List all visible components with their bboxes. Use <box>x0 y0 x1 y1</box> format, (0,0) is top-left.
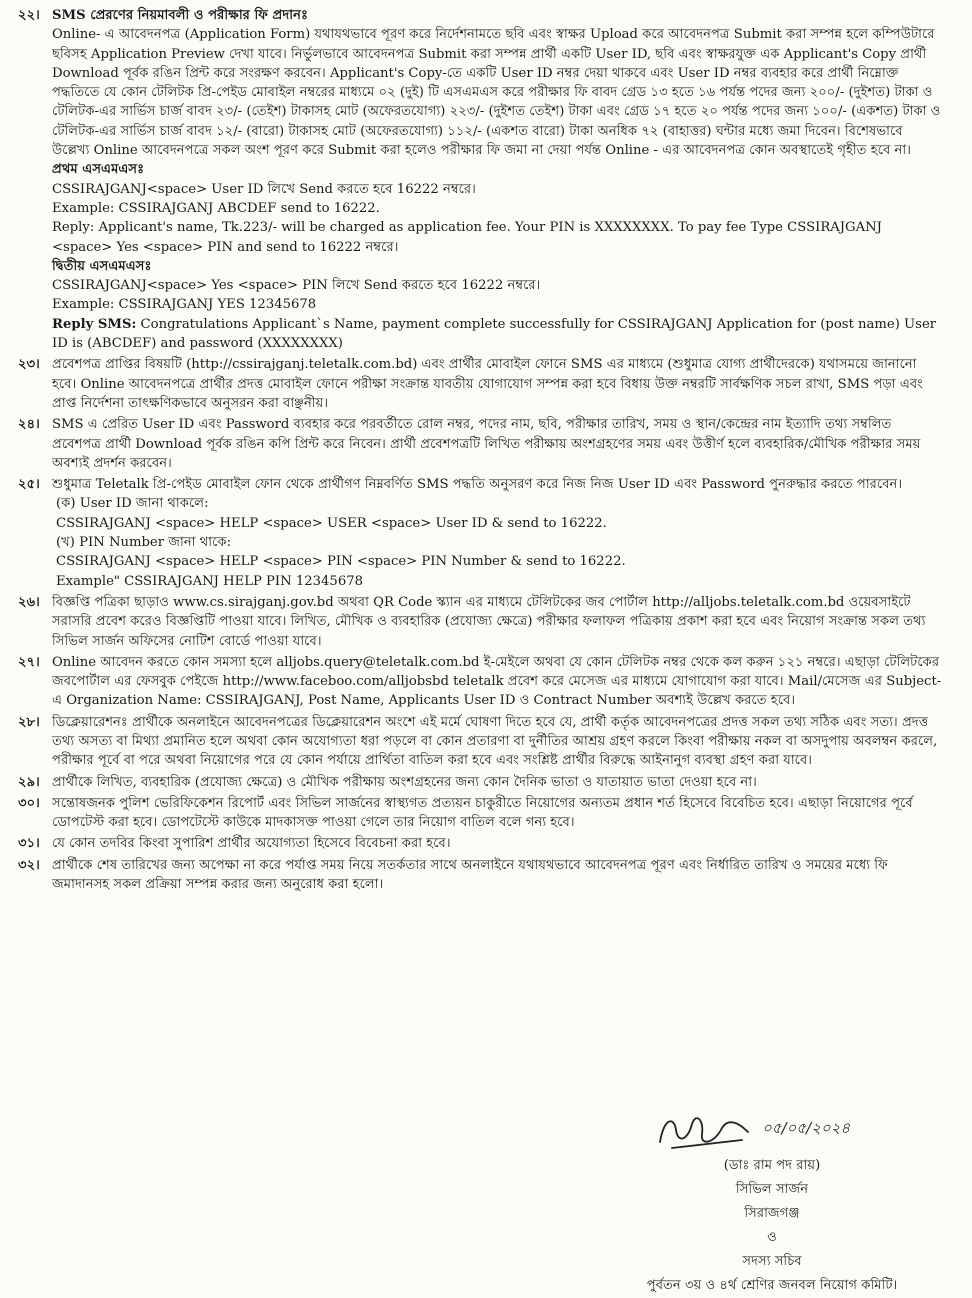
clause-title: SMS প্রেরণের নিয়মাবলী ও পরীক্ষার ফি প্রদানঃ <box>52 8 309 23</box>
first-sms-reply: Reply: Applicant's name, Tk.223/- will be charged as application fee. Your PIN is XXXXXXXX. To pay fee Type CSSIRAJGANJ <space> Yes <space> PIN and send to 16222 নম্বরে। <box>52 220 882 255</box>
clause-number: ২৬। <box>18 594 40 610</box>
clause-26 <box>18 593 942 651</box>
signature-block <box>612 1110 932 1298</box>
reply-sms-label: Reply SMS: <box>52 316 137 332</box>
clause-paragraph: সন্তোষজনক পুলিশ ভেরিফিকেশন রিপোর্ট এবং সিভিল সার্জনের স্বাস্থ্যগত প্রত্যয়ন চাকুরীতে নিয়োগের অন্যতম প্রধান শর্ত হিসেবে বিবেচিত হবে। এছাড়া নিয়োগের পূর্বে ডোপটেস্ট করা হবে। ডোপটেস্টে কাউকে মাদকাসক্ত পাওয়া গেলে তার নিয়োগ বাতিল বলে গন্য হবে। <box>52 795 913 831</box>
clause-paragraph: প্রার্থীকে শেষ তারিখের জন্য অপেক্ষা না করে পর্যাপ্ত সময় নিয়ে সতর্কতার সাথে অনলাইনে যথাযথভাবে আবেদনপত্র পূরণ এবং নির্ধারিত তারিখ ও সময়ের মধ্যে ফি জমাদানসহ সকল প্রক্রিয়া সম্পন্ন করার জন্য অনুরোধ করা হলো। <box>52 857 888 893</box>
pin-help-line: CSSIRAJGANJ <space> HELP <space> PIN <space> PIN Number & send to 16222. <box>56 554 626 570</box>
reply-sms <box>52 315 942 354</box>
help-example: Example" CSSIRAJGANJ HELP PIN 12345678 <box>56 573 363 589</box>
clause-24 <box>18 415 942 473</box>
clause-30 <box>18 794 942 833</box>
clause-number: ২৯। <box>18 774 40 790</box>
second-sms-line: CSSIRAJGANJ<space> Yes <space> PIN লিখে Send করতে হবে 16222 নম্বরে। <box>52 278 541 294</box>
signature-date: ০৫/০৫/২০২৪ <box>762 1119 851 1137</box>
signatory-name: (ডাঃ রাম পদ রায়) <box>723 1158 821 1173</box>
pin-known-label: (খ) PIN Number জানা থাকে: <box>56 535 232 551</box>
clause-number: ২৮। <box>18 714 40 730</box>
signatory-designation: সিভিল সার্জন <box>735 1182 809 1197</box>
clause-paragraph: প্রার্থীকে লিখিত, ব্যবহারিক (প্রযোজ্য ক্ষেত্রে) ও মৌখিক পরীক্ষায় অংশগ্রহনের জন্য কোন দৈনিক ভাতা ও যাতায়াত ভাতা দেওয়া হবে না। <box>52 774 757 790</box>
second-sms-heading: দ্বিতীয় এসএমএসঃ <box>52 258 152 274</box>
clause-28 <box>18 713 942 771</box>
handwritten-signature <box>612 1110 932 1154</box>
reply-sms-text: Congratulations Applicant`s Name, payment complete successfully for CSSIRAJGANJ Application for (post name) User ID is (ABCDEF) and password (XXXXXXXX) <box>52 316 937 352</box>
clause-paragraph: ডিক্লেয়ারেশনঃ প্রার্থীকে অনলাইনে আবেদনপত্রের ডিক্লেয়ারেশন অংশে এই মর্মে ঘোষণা দিতে হবে যে, প্রার্থী কর্তৃক আবেদনপত্রের প্রদত্ত সকল তথ্য সঠিক এবং সত্য। প্রদত্ত তথ্য অসত্য বা মিথ্যা প্রমানিত হলে অথবা কোন অযোগ্যতা ধরা পড়লে বা কোন প্রতারণা বা দুর্নীতির আশ্রয় গ্রহণ করলে কিংবা পরীক্ষায় নকল বা অসদুপায় অবলম্বন করলে, পরীক্ষার পূর্বে বা পরে অথবা নিয়োগের পরে যে কোন পর্যায়ে প্রার্থিতা বাতিল করা হবে এবং সংশ্লিষ্ট প্রার্থীর বিরুদ্ধে আইনানুগ ব্যবস্থা গ্রহণ করা যাবে। <box>52 714 938 769</box>
clause-number: ২৭। <box>18 654 40 670</box>
clause-number: ২৩। <box>18 357 40 373</box>
clause-number: ৩১। <box>18 836 40 852</box>
signatory-conjunction: ও <box>767 1230 777 1245</box>
clause-paragraph: SMS এ প্রেরিত User ID এবং Password ব্যবহার করে পরবর্তীতে রোল নম্বর, পদের নাম, ছবি, পরীক্ষার তারিখ, সময় ও স্থান/কেন্দ্রের নাম ইত্যাদি তথ্য সম্বলিত প্রবেশপত্র প্রার্থী Download পূর্বক রঙিন কপি প্রিন্ট করে নিবেন। প্রার্থী প্রবেশপত্রটি লিখিত পরীক্ষায় অংশগ্রহণের সময় এবং উত্তীর্ণ হলে ব্যবহারিক/মৌখিক পরীক্ষার সময় অবশ্যই প্রদর্শন করবেন। <box>52 417 921 471</box>
second-sms-example: Example: CSSIRAJGANJ YES 12345678 <box>52 297 317 313</box>
clause-32 <box>18 856 942 895</box>
clause-number: ৩০। <box>18 795 40 811</box>
clause-29 <box>18 773 942 792</box>
clause-paragraph: Online আবেদন করতে কোন সমস্যা হলে alljobs.query@teletalk.com.bd ই-মেইলে অথবা যে কোন টেলিটক নম্বর থেকে কল করুন ১২১ নম্বরে। এছাড়া টেলিটকের জবপোর্টাল এর ফেসবুক পেইজে http://www.faceboo.com/alljobsbd teletalk প্রবেশ করে মেসেজ এর মাধ্যমে যোগাযোগ করা যাবে। Mail/মেসেজ এর Subject- এ Organization Name: CSSIRAJGANJ, Post Name, Applicants User ID ও Contract Number অবশ্যই উল্লেখ করতে হবে। <box>52 654 942 709</box>
signature-scribble-icon <box>652 1110 762 1154</box>
clause-25 <box>18 475 942 591</box>
clause-23 <box>18 355 942 413</box>
clause-number: ২২। <box>18 8 40 23</box>
signatory-place: সিরাজগঞ্জ <box>744 1206 800 1221</box>
clause-paragraph: বিজ্ঞপ্তি পত্রিকা ছাড়াও www.cs.sirajganj.gov.bd অথবা QR Code স্ক্যান এর মাধ্যমে টেলিটকের জব পোর্টাল http://alljobs.teletalk.com.bd ওয়েবসাইটে সরাসরি প্রবেশ করেও বিজ্ঞপ্তিটি পাওয়া যাবে। লিখিত, মৌখিক ও ব্যবহারিক (প্রযোজ্য ক্ষেত্রে) পরীক্ষার ফলাফল পত্রিকায় প্রকাশ করা হবে এবং নিয়োগ সংক্রান্ত সকল তথ্য সিভিল সার্জন অফিসের নোটিশ বোর্ডে পাওয়া যাবে। <box>52 594 926 649</box>
first-sms-example: Example: CSSIRAJGANJ ABCDEF send to 16222. <box>52 200 380 216</box>
clause-number: ৩২। <box>18 857 40 873</box>
clause-31 <box>18 834 942 853</box>
signatory-committee: পুর্বতন ৩য় ও ৪র্থ শ্রেণির জনবল নিয়োগ কমিটি। <box>646 1278 898 1293</box>
signatory-role: সদস্য সচিব <box>742 1254 802 1269</box>
user-id-known-label: (ক) User ID জানা থাকলে: <box>56 496 209 512</box>
clause-number: ২৫। <box>18 477 40 493</box>
clause-27 <box>18 653 942 711</box>
clause-paragraph: যে কোন তদবির কিংবা সুপারিশ প্রার্থীর অযোগ্যতা হিসেবে বিবেচনা করা হবে। <box>52 836 451 852</box>
clause-paragraph: Online- এ আবেদনপত্র (Application Form) যথাযথভাবে পূরণ করে নির্দেশনামতে ছবি এবং স্বাক্ষর Upload করে আবেদনপত্র Submit করা সম্পন্ন হলে কম্পিউটারে ছবিসহ Application Preview দেখা যাবে। নির্ভুলভাবে আবেদনপত্র Submit করা সম্পন্ন প্রার্থী একটি User ID, ছবি এবং স্বাক্ষরযুক্ত এক Applicant's Copy প্রার্থী Download পূর্বক রঙিন প্রিন্ট করে সংরক্ষণ করবেন। Applicant's Copy-তে একটি User ID নম্বর দেয়া থাকবে এবং User ID নম্বর ব্যবহার করে প্রার্থী নিম্নোক্ত পদ্ধতিতে যে কোন টেলিটক প্রি-পেইড মোবাইল নম্বরের মাধ্যমে ০২ (দুই) টি এসএমএস করে পরীক্ষার ফি বাবদ গ্রেড ১৩ হতে ১৬ পর্যন্ত পদের জন্য ২০০/- (দুইশত) টাকা ও টেলিটক-এর সার্ভিস চার্জ বাবদ ২৩/- (তেইশ) টাকাসহ মোট (অফেরতযোগ্য) ২২৩/- (দুইশত তেইশ) টাকা এবং গ্রেড ১৭ হতে ২০ পর্যন্ত পদের জন্য ১০০/- (একশত) টাকা ও টেলিটক-এর সার্ভিস চার্জ বাবদ ১২/- (বারো) টাকাসহ মোট (অফেরতযোগ্য) ১১২/- (একশত বারো) টাকা অনধিক ৭২ (বাহাত্তর) ঘন্টার মধ্যে জমা দিবেন। বিশেষভাবে উল্লেখ্য Online আবেদনপত্রে সকল অংশ পূরণ করে Submit করা হলেও পরীক্ষার ফি জমা না দেয়া পর্যন্ত Online - এর আবেদনপত্র কোন অবস্থাতেই গৃহীত হবে না। <box>52 27 941 159</box>
user-id-help-line: CSSIRAJGANJ <space> HELP <space> USER <space> User ID & send to 16222. <box>56 515 607 531</box>
first-sms-line: CSSIRAJGANJ<space> User ID লিখে Send করতে হবে 16222 নম্বরে। <box>52 181 476 197</box>
clause-number: ২৪। <box>18 417 40 433</box>
clause-paragraph: শুধুমাত্র Teletalk প্রি-পেইড মোবাইল ফোন থেকে প্রার্থীগণ নিম্নবর্ণিত SMS পদ্ধতি অনুসরণ করে নিজ নিজ User ID এবং Password পুনরুদ্ধার করতে পারবেন। <box>52 477 903 493</box>
clause-paragraph: প্রবেশপত্র প্রাপ্তির বিষয়টি (http://cssirajganj.teletalk.com.bd) এবং প্রার্থীর মোবাইল ফোনে SMS এর মাধ্যমে (শুধুমাত্র যোগ্য প্রার্থীদেরকে) যথাসময়ে জানানো হবে। Online আবেদনপত্রে প্রার্থীর প্রদত্ত মোবাইল ফোনে পরীক্ষা সংক্রান্ত যাবতীয় যোগাযোগ সম্পন্ন করা হবে বিধায় উক্ত নম্বরটি সার্বক্ষণিক সচল রাখা, SMS পড়া এবং প্রাপ্ত নির্দেশনা তাৎক্ষণিকভাবে অনুসরন করা বাঞ্ছনীয়। <box>52 357 923 411</box>
clause-22 <box>18 6 942 353</box>
first-sms-heading: প্রথম এসএমএসঃ <box>52 162 145 178</box>
